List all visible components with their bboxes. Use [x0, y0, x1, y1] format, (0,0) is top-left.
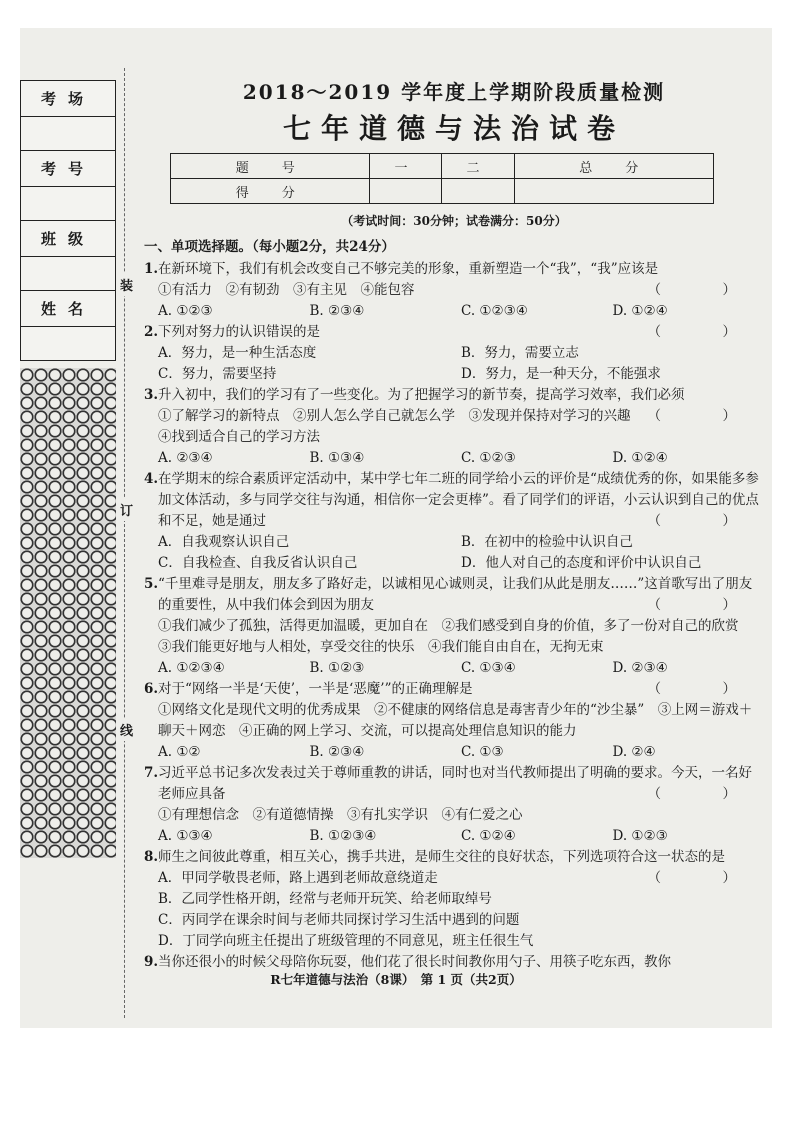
question-items: ①了解学习的新特点 ②别人怎么学自己就怎么学 ③发现并保持对学习的兴趣 ④找到适合自己的学习方法: [158, 408, 644, 445]
name-blank[interactable]: [21, 327, 115, 360]
option-a[interactable]: A. ②③④: [158, 450, 213, 466]
option-d[interactable]: D. ①②④: [612, 450, 668, 466]
exam-info: （考试时间：30分钟；试卷满分：50分）: [341, 214, 567, 228]
decorative-dot-pattern: [20, 368, 116, 858]
option-a[interactable]: A. ①③④: [158, 828, 213, 844]
exam-subtitle: 七年道德与法治试卷: [282, 112, 625, 145]
question-items: ①我们减少了孤独，活得更加温暖，更加自在 ②我们感受到自身的价值，多了一份对自己的欣赏 ③我们能更好地与人相处，享受交往的快乐 ④我们能自由自在，无拘无束: [158, 618, 752, 655]
option-d[interactable]: D．丁同学向班主任提出了班级管理的不同意见，班主任很生气: [158, 933, 534, 949]
option-b[interactable]: B．在初中的检验中认识自己: [461, 534, 633, 550]
binding-line: [124, 68, 125, 1018]
score-header-total: 总 分: [514, 154, 713, 179]
binding-char-xian: 线: [120, 718, 133, 741]
binding-char-zhuang: 装: [120, 273, 133, 296]
option-c[interactable]: C. ①②③: [461, 450, 516, 466]
option-d[interactable]: D. ②④: [612, 744, 656, 760]
section-title: 一、单项选择题。（每小题2分，共24分）: [144, 239, 395, 255]
answer-bracket[interactable]: （ ）: [647, 324, 760, 340]
option-c[interactable]: C. ①②④: [461, 828, 516, 844]
answer-bracket[interactable]: （ ）: [647, 597, 760, 613]
option-b[interactable]: B. ①②③: [309, 660, 365, 676]
question-number: 9.: [144, 954, 159, 970]
answer-bracket[interactable]: （ ）: [647, 282, 760, 298]
option-c[interactable]: C．丙同学在课余时间与老师共同探讨学习生活中遇到的问题: [158, 912, 520, 928]
option-c[interactable]: C. ①②③④: [461, 303, 528, 319]
class-blank[interactable]: [21, 257, 115, 291]
answer-bracket[interactable]: （ ）: [647, 870, 760, 886]
question-stem: 升入初中，我们的学习有了一些变化。为了把握学习的新节奏，提高学习效率，我们必须: [158, 387, 685, 403]
option-b[interactable]: B. ①③④: [309, 450, 365, 466]
question-stem: 当你还很小的时候父母陪你玩耍，他们花了很长时间教你用勺子、用筷子吃东西，教你: [158, 954, 671, 970]
question-number: 4.: [144, 471, 159, 487]
class-label: 班级: [21, 221, 115, 257]
question-number: 1.: [144, 261, 159, 277]
option-a[interactable]: A．自我观察认识自己: [158, 534, 290, 550]
question-number: 6.: [144, 681, 159, 697]
score-header-part1: 一: [370, 154, 442, 179]
score-cell-total[interactable]: [514, 179, 713, 204]
question-7: [144, 763, 764, 847]
option-c[interactable]: C．努力，需要坚持: [158, 366, 277, 382]
score-cell-part2[interactable]: [442, 179, 514, 204]
page-footer: R七年道德与法治（8课） 第 1 页（共2页）: [270, 972, 522, 987]
answer-bracket[interactable]: （ ）: [647, 513, 760, 529]
option-b[interactable]: B. ①②③④: [309, 828, 377, 844]
exam-paper: [20, 28, 772, 1028]
question-stem: 对于“网络一半是‘天使’，一半是‘恶魔’”的正确理解是: [158, 681, 473, 697]
question-5: [144, 574, 764, 679]
score-row-label: 得 分: [171, 179, 370, 204]
option-b[interactable]: B. ②③④: [309, 744, 365, 760]
option-a[interactable]: A. ①②③④: [158, 660, 225, 676]
question-stem: 在新环境下，我们有机会改变自己不够完美的形象，重新塑造一个“我”，“我”应该是: [158, 261, 659, 277]
question-stem: 师生之间彼此尊重，相互关心，携手共进，是师生交往的良好状态，下列选项符合这一状态的是: [158, 849, 725, 865]
answer-bracket[interactable]: （ ）: [647, 786, 760, 802]
question-3: [144, 385, 764, 469]
question-number: 7.: [144, 765, 159, 781]
paper-content: [144, 76, 764, 973]
question-2: [144, 322, 764, 385]
question-items: ①有活力 ②有韧劲 ③有主见 ④能包容: [158, 282, 415, 298]
answer-bracket[interactable]: （ ）: [647, 408, 760, 424]
option-a[interactable]: A. ①②③: [158, 303, 213, 319]
option-d[interactable]: D. ②③④: [612, 660, 668, 676]
exam-number-label: 考号: [21, 151, 115, 187]
name-label: 姓名: [21, 291, 115, 327]
option-c[interactable]: C．自我检查、自我反省认识自己: [158, 555, 358, 571]
option-b[interactable]: B．乙同学性格开朗，经常与老师开玩笑、给老师取绰号: [158, 891, 492, 907]
option-d[interactable]: D．他人对自己的态度和评价中认识自己: [461, 555, 702, 571]
question-4: [144, 469, 764, 574]
exam-room-blank[interactable]: [21, 117, 115, 151]
question-number: 2.: [144, 324, 159, 340]
student-info-panel: [20, 80, 116, 361]
score-table: [170, 153, 714, 204]
question-6: [144, 679, 764, 763]
question-number: 8.: [144, 849, 159, 865]
question-1: [144, 259, 764, 322]
exam-room-label: 考场: [21, 81, 115, 117]
score-header-question: 题 号: [171, 154, 370, 179]
binding-char-ding: 订: [120, 498, 133, 521]
option-d[interactable]: D. ①②④: [612, 303, 668, 319]
question-8: [144, 847, 764, 952]
exam-number-blank[interactable]: [21, 187, 115, 221]
question-number: 5.: [144, 576, 159, 592]
option-c[interactable]: C. ①③: [461, 744, 504, 760]
question-items: ①网络文化是现代文明的优秀成果 ②不健康的网络信息是毒害青少年的“沙尘暴” ③上网＝游戏＋聊天＋网恋 ④正确的网上学习、交流，可以提高处理信息知识的能力: [158, 702, 753, 739]
question-stem: 在学期末的综合素质评定活动中，某中学七年二班的同学给小云的评价是“成绩优秀的你，如果能多参加文体活动，多与同学交往与沟通，相信你一定会更棒”。看了同学们的评语，小云认识到自己的优点和不足，她是通过: [158, 471, 759, 529]
option-a[interactable]: A．甲同学敬畏老师，路上遇到老师故意绕道走: [158, 870, 438, 886]
option-d[interactable]: D. ①②③: [612, 828, 668, 844]
option-b[interactable]: B．努力，需要立志: [461, 345, 579, 361]
score-header-part2: 二: [442, 154, 514, 179]
question-stem: 习近平总书记多次发表过关于尊师重教的讲话，同时也对当代教师提出了明确的要求。今天，一名好老师应具备: [158, 765, 752, 802]
option-c[interactable]: C. ①③④: [461, 660, 516, 676]
option-a[interactable]: A．努力，是一种生活态度: [158, 345, 317, 361]
question-items: ①有理想信念 ②有道德情操 ③有扎实学识 ④有仁爱之心: [158, 807, 523, 823]
answer-bracket[interactable]: （ ）: [647, 681, 760, 697]
option-d[interactable]: D．努力，是一种天分，不能强求: [461, 366, 661, 382]
question-stem: 下列对努力的认识错误的是: [158, 324, 320, 340]
option-b[interactable]: B. ②③④: [309, 303, 365, 319]
score-cell-part1[interactable]: [370, 179, 442, 204]
option-a[interactable]: A. ①②: [158, 744, 201, 760]
exam-title: 2018～2019 学年度上学期阶段质量检测: [242, 80, 666, 104]
question-number: 3.: [144, 387, 159, 403]
question-stem: “千里难寻是朋友，朋友多了路好走，以诚相见心诚则灵，让我们从此是朋友……”这首歌写出了朋友的重要性，从中我们体会到因为朋友: [158, 576, 753, 613]
